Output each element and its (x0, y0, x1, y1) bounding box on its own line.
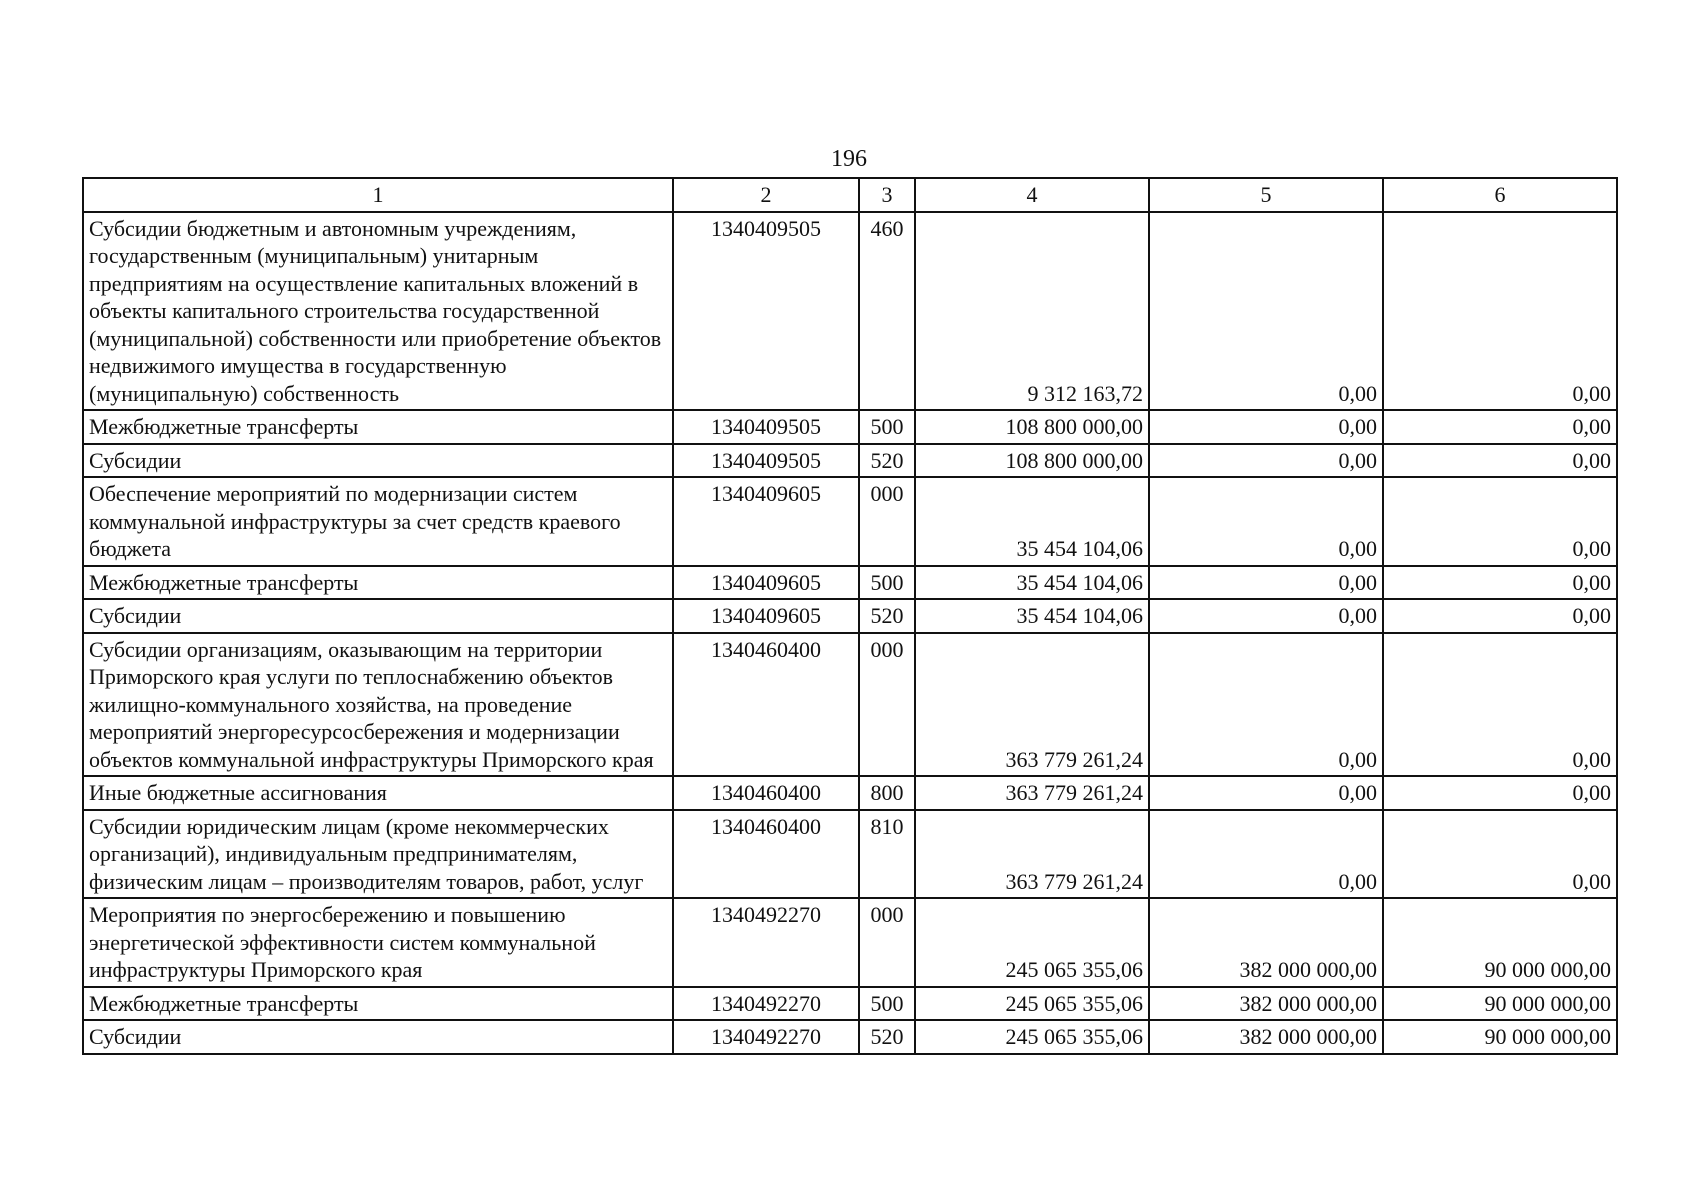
table-row (83, 599, 1617, 633)
row-name-cell: Обеспечение мероприятий по модернизации систем коммунальной инфраструктуры за счет средств краевого бюджета (83, 477, 673, 566)
row-name-cell: Субсидии (83, 444, 673, 478)
row-name-cell: Субсидии (83, 599, 673, 633)
table-row (83, 444, 1617, 478)
row-value-col4-cell: 245 065 355,06 (915, 987, 1149, 1021)
row-code-cell: 1340409605 (673, 599, 859, 633)
row-name-cell: Иные бюджетные ассигнования (83, 776, 673, 810)
column-number-row (83, 178, 1617, 212)
row-name-cell: Межбюджетные трансферты (83, 566, 673, 600)
row-value-col5-cell: 0,00 (1149, 566, 1383, 600)
row-name-cell: Межбюджетные трансферты (83, 410, 673, 444)
row-value-col6-cell: 0,00 (1383, 410, 1617, 444)
row-value-col5-cell: 0,00 (1149, 212, 1383, 411)
row-value-col4-cell: 245 065 355,06 (915, 1020, 1149, 1054)
row-type-cell: 800 (859, 776, 915, 810)
table-row (83, 633, 1617, 777)
row-name-cell: Субсидии организациям, оказывающим на территории Приморского края услуги по теплоснабжению объектов жилищно-коммунального хозяйства, на проведение мероприятий энергоресурсосбережения и модернизации объектов коммунальной инфраструктуры Приморского края (83, 633, 673, 777)
row-code-cell: 1340492270 (673, 898, 859, 987)
row-type-cell: 000 (859, 898, 915, 987)
row-value-col6-cell: 90 000 000,00 (1383, 898, 1617, 987)
row-value-col5-cell: 0,00 (1149, 410, 1383, 444)
row-value-col4-cell: 363 779 261,24 (915, 776, 1149, 810)
table-row (83, 410, 1617, 444)
row-value-col4-cell: 9 312 163,72 (915, 212, 1149, 411)
table-row (83, 810, 1617, 899)
row-value-col5-cell: 0,00 (1149, 810, 1383, 899)
row-value-col4-cell: 363 779 261,24 (915, 633, 1149, 777)
row-value-col6-cell: 0,00 (1383, 633, 1617, 777)
row-value-col6-cell: 0,00 (1383, 477, 1617, 566)
row-type-cell: 500 (859, 410, 915, 444)
row-type-cell: 500 (859, 566, 915, 600)
row-value-col6-cell: 90 000 000,00 (1383, 987, 1617, 1021)
row-code-cell: 1340460400 (673, 810, 859, 899)
row-type-cell: 520 (859, 444, 915, 478)
page-number: 196 (831, 146, 867, 172)
row-value-col6-cell: 0,00 (1383, 444, 1617, 478)
table-row (83, 1020, 1617, 1054)
row-value-col4-cell: 35 454 104,06 (915, 477, 1149, 566)
row-value-col4-cell: 35 454 104,06 (915, 566, 1149, 600)
row-value-col6-cell: 0,00 (1383, 566, 1617, 600)
row-code-cell: 1340409505 (673, 444, 859, 478)
row-value-col6-cell: 0,00 (1383, 810, 1617, 899)
row-type-cell: 520 (859, 599, 915, 633)
row-value-col5-cell: 382 000 000,00 (1149, 898, 1383, 987)
row-type-cell: 000 (859, 477, 915, 566)
row-value-col6-cell: 90 000 000,00 (1383, 1020, 1617, 1054)
row-code-cell: 1340409505 (673, 212, 859, 411)
table-row (83, 566, 1617, 600)
row-name-cell: Мероприятия по энергосбережению и повышению энергетической эффективности систем коммунальной инфраструктуры Приморского края (83, 898, 673, 987)
row-name-cell: Субсидии (83, 1020, 673, 1054)
row-type-cell: 000 (859, 633, 915, 777)
column-header: 6 (1383, 178, 1617, 212)
row-value-col5-cell: 0,00 (1149, 633, 1383, 777)
table-row (83, 212, 1617, 411)
row-code-cell: 1340492270 (673, 1020, 859, 1054)
row-code-cell: 1340492270 (673, 987, 859, 1021)
row-code-cell: 1340409605 (673, 566, 859, 600)
column-header: 2 (673, 178, 859, 212)
row-value-col5-cell: 0,00 (1149, 477, 1383, 566)
row-code-cell: 1340409605 (673, 477, 859, 566)
row-type-cell: 520 (859, 1020, 915, 1054)
table-row (83, 477, 1617, 566)
row-value-col5-cell: 0,00 (1149, 776, 1383, 810)
row-code-cell: 1340460400 (673, 633, 859, 777)
row-value-col6-cell: 0,00 (1383, 212, 1617, 411)
column-header: 5 (1149, 178, 1383, 212)
table-row (83, 987, 1617, 1021)
row-name-cell: Субсидии бюджетным и автономным учреждениям, государственным (муниципальным) унитарным предприятиям на осуществление капитальных вложений в объекты капитального строительства государственной (муниципальной) собственности или приобретение объектов недвижимого имущества в государственную (муниципальную) собственность (83, 212, 673, 411)
row-name-cell: Субсидии юридическим лицам (кроме некоммерческих организаций), индивидуальным предпринимателям, физическим лицам – производителям товаров, работ, услуг (83, 810, 673, 899)
row-value-col6-cell: 0,00 (1383, 776, 1617, 810)
row-value-col4-cell: 35 454 104,06 (915, 599, 1149, 633)
row-value-col6-cell: 0,00 (1383, 599, 1617, 633)
row-value-col5-cell: 0,00 (1149, 444, 1383, 478)
row-code-cell: 1340460400 (673, 776, 859, 810)
column-header: 4 (915, 178, 1149, 212)
row-value-col5-cell: 382 000 000,00 (1149, 1020, 1383, 1054)
budget-table (82, 177, 1618, 1055)
table-body (83, 178, 1617, 1054)
row-name-cell: Межбюджетные трансферты (83, 987, 673, 1021)
row-type-cell: 460 (859, 212, 915, 411)
row-type-cell: 500 (859, 987, 915, 1021)
row-value-col4-cell: 108 800 000,00 (915, 410, 1149, 444)
table-row (83, 776, 1617, 810)
row-type-cell: 810 (859, 810, 915, 899)
row-value-col4-cell: 363 779 261,24 (915, 810, 1149, 899)
row-value-col5-cell: 382 000 000,00 (1149, 987, 1383, 1021)
column-header: 3 (859, 178, 915, 212)
table-row (83, 898, 1617, 987)
row-value-col5-cell: 0,00 (1149, 599, 1383, 633)
column-header: 1 (83, 178, 673, 212)
row-value-col4-cell: 108 800 000,00 (915, 444, 1149, 478)
row-value-col4-cell: 245 065 355,06 (915, 898, 1149, 987)
row-code-cell: 1340409505 (673, 410, 859, 444)
